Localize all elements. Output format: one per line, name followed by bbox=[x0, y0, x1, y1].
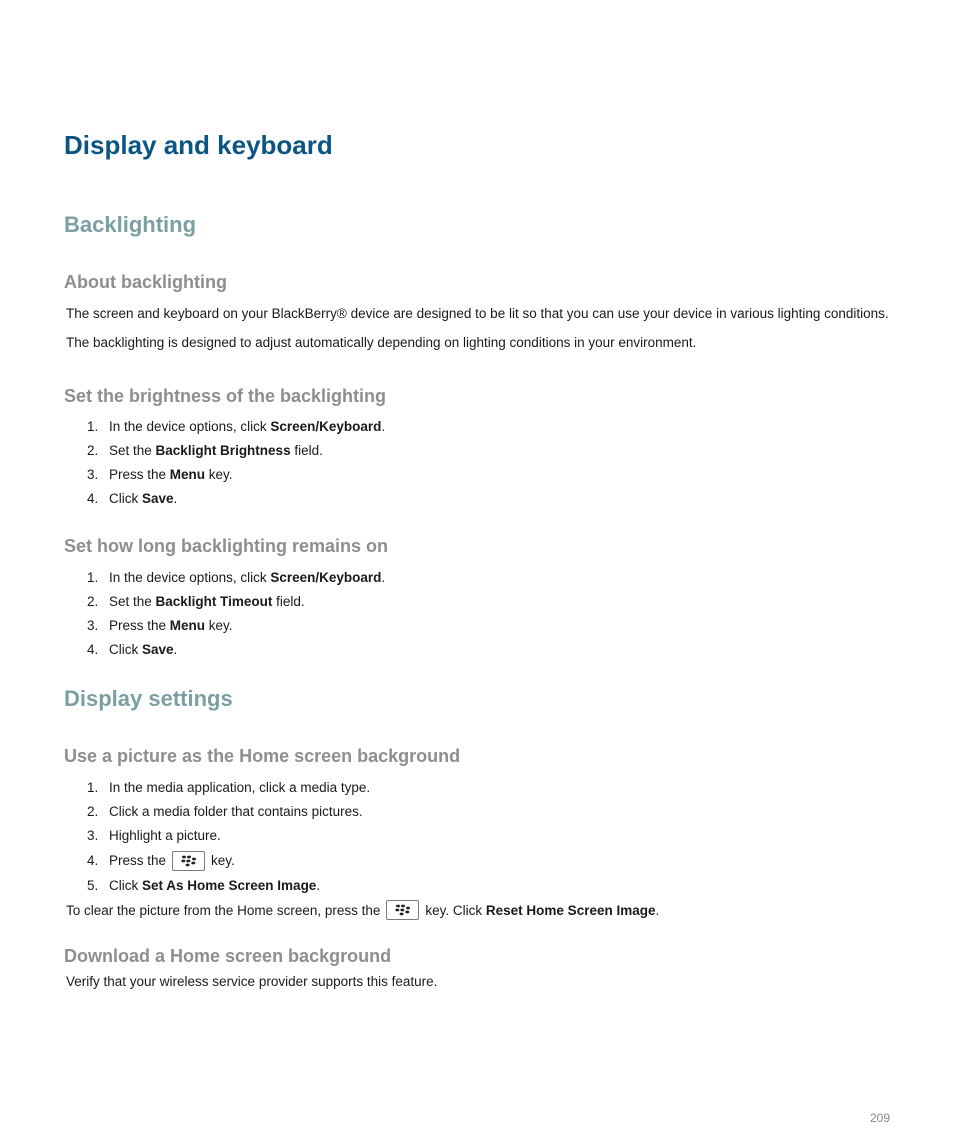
blackberry-menu-key-icon bbox=[386, 900, 419, 920]
list-item: 4. Click Save . bbox=[87, 642, 178, 657]
list-item: 3. Press the Menu key. bbox=[87, 467, 233, 482]
picture-steps bbox=[87, 776, 370, 898]
list-item: 2. Click a media folder that contains pictures. bbox=[87, 804, 363, 819]
paragraph-about-1: The screen and keyboard on your BlackBerry® device are designed to be lit so that you can use your device in various lighting conditions. bbox=[66, 306, 889, 321]
list-item: 4. Click Save . bbox=[87, 491, 178, 506]
section-heading-backlighting: Backlighting bbox=[64, 212, 197, 237]
list-item: 1. In the device options, click Screen/Keyboard . bbox=[87, 570, 386, 585]
list-item: 5. Click Set As Home Screen Image . bbox=[87, 878, 321, 893]
list-item: 3. Press the Menu key. bbox=[87, 618, 233, 633]
subheading-about-backlighting: About backlighting bbox=[64, 272, 227, 292]
blackberry-menu-key-icon bbox=[172, 851, 205, 871]
subheading-set-timeout: Set how long backlighting remains on bbox=[64, 536, 389, 556]
page-title: Display and keyboard bbox=[64, 130, 333, 160]
list-item: 4. Press the key. bbox=[87, 848, 370, 874]
subheading-download-background: Download a Home screen background bbox=[64, 946, 392, 966]
list-item: 2. Set the Backlight Timeout field. bbox=[87, 594, 305, 609]
list-item: 2. Set the Backlight Brightness field. bbox=[87, 443, 323, 458]
paragraph-download: Verify that your wireless service provider supports this feature. bbox=[66, 974, 438, 989]
list-item: 1. In the media application, click a media type. bbox=[87, 780, 371, 795]
list-item: 1. In the device options, click Screen/Keyboard . bbox=[87, 419, 386, 434]
timeout-steps bbox=[87, 566, 385, 662]
list-item: 3. Highlight a picture. bbox=[87, 828, 221, 843]
paragraph-about-2: The backlighting is designed to adjust automatically depending on lighting conditions in your environment. bbox=[66, 335, 697, 350]
section-heading-display-settings: Display settings bbox=[64, 686, 233, 711]
brightness-steps bbox=[87, 415, 385, 511]
subheading-picture-background: Use a picture as the Home screen background bbox=[64, 746, 461, 766]
paragraph-clear-picture: To clear the picture from the Home screen, press the key. Click Reset Home Screen Image . bbox=[66, 900, 659, 920]
subheading-set-brightness: Set the brightness of the backlighting bbox=[64, 386, 387, 406]
page-number: 209 bbox=[869, 1111, 890, 1125]
